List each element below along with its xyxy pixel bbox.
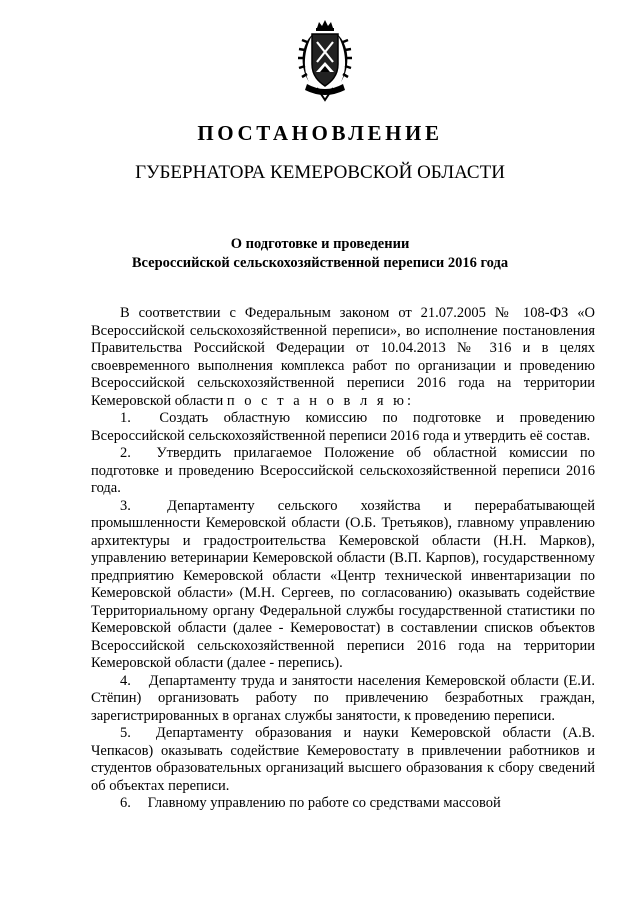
list-item: [91, 725, 595, 795]
document-subject: [0, 235, 640, 273]
list-item: [91, 445, 595, 498]
subject-line-1: О подготовке и проведении: [230, 236, 410, 252]
item-number: 3.: [120, 497, 131, 514]
item-number: 5.: [120, 725, 131, 741]
item-number: 4.: [120, 672, 131, 689]
preamble-text: В соответствии с Федеральным законом от 21.07.2005 № 108-ФЗ «О Всероссийской сельскохозяйственной переписи», во исполнение постановления Правительства Российской Федерации от 10.04.2013 № 316 и в целях своевременного выполнения комплекса работ по организации и проведению Всероссийской сельскохозяйственной переписи 2016 года на территории Кемеровской области: [91, 305, 595, 409]
item-text: Утвердить прилагаемое Положение об областной комиссии по подготовке и проведению Всероссийской сельскохозяйственной переписи 2016 года.: [91, 445, 596, 496]
item-number: 6.: [120, 795, 131, 811]
item-text: Департаменту сельского хозяйства и перерабатывающей промышленности Кемеровской области (О.Б. Третьяков), главному управлению архитектуры и градостроительства Кемеровской области (Н.Н. Марков), управлению ветеринарии Кемеровской области (В.П. Карпов), государственному предприятию Кемеровской области «Центр технической инвентаризации по Кемеровской области» (М.Н. Сергеев, по согласованию) оказывать содействие Территориальному органу Федеральной службы государственной статистики по Кемеровской области (далее - Кемеровостат) в составлении списков объектов Всероссийской сельскохозяйственной переписи 2016 года на территории Кемеровской области (далее - перепись).: [91, 497, 595, 671]
decree-word: п о с т а н о в л я ю:: [226, 392, 414, 409]
document-title: ПОСТАНОВЛЕНИЕ: [197, 121, 443, 145]
item-text: Департаменту образования и науки Кемеровской области (А.В. Чепкасов) оказывать содействие Кемеровостату в привлечении работников и студентов образовательных организаций высшего образования к сбору сведений об объектах переписи.: [91, 725, 596, 794]
document-issuer: ГУБЕРНАТОРА КЕМЕРОВСКОЙ ОБЛАСТИ: [135, 162, 505, 183]
list-item: [91, 410, 595, 445]
item-text: Создать областную комиссию по подготовке и проведению Всероссийской сельскохозяйственной переписи 2016 года и утвердить её состав.: [91, 410, 596, 444]
document-body: [91, 305, 595, 813]
item-number: 2.: [120, 445, 131, 461]
item-text: Департаменту труда и занятости населения Кемеровской области (Е.И. Стёпин) организовать работу по привлечению безработных граждан, зарегистрированных в органах службы занятости, к проведению переписи.: [91, 672, 595, 724]
preamble-paragraph: [91, 305, 595, 410]
kemerovo-coat-of-arms-icon: [295, 18, 355, 102]
list-item: [91, 795, 595, 813]
item-number: 1.: [120, 410, 131, 426]
subject-line-2: Всероссийской сельскохозяйственной переписи 2016 года: [131, 255, 509, 271]
list-item: [91, 498, 595, 673]
item-text: Главному управлению по работе со средствами массовой: [147, 795, 501, 811]
list-item: [91, 673, 595, 726]
